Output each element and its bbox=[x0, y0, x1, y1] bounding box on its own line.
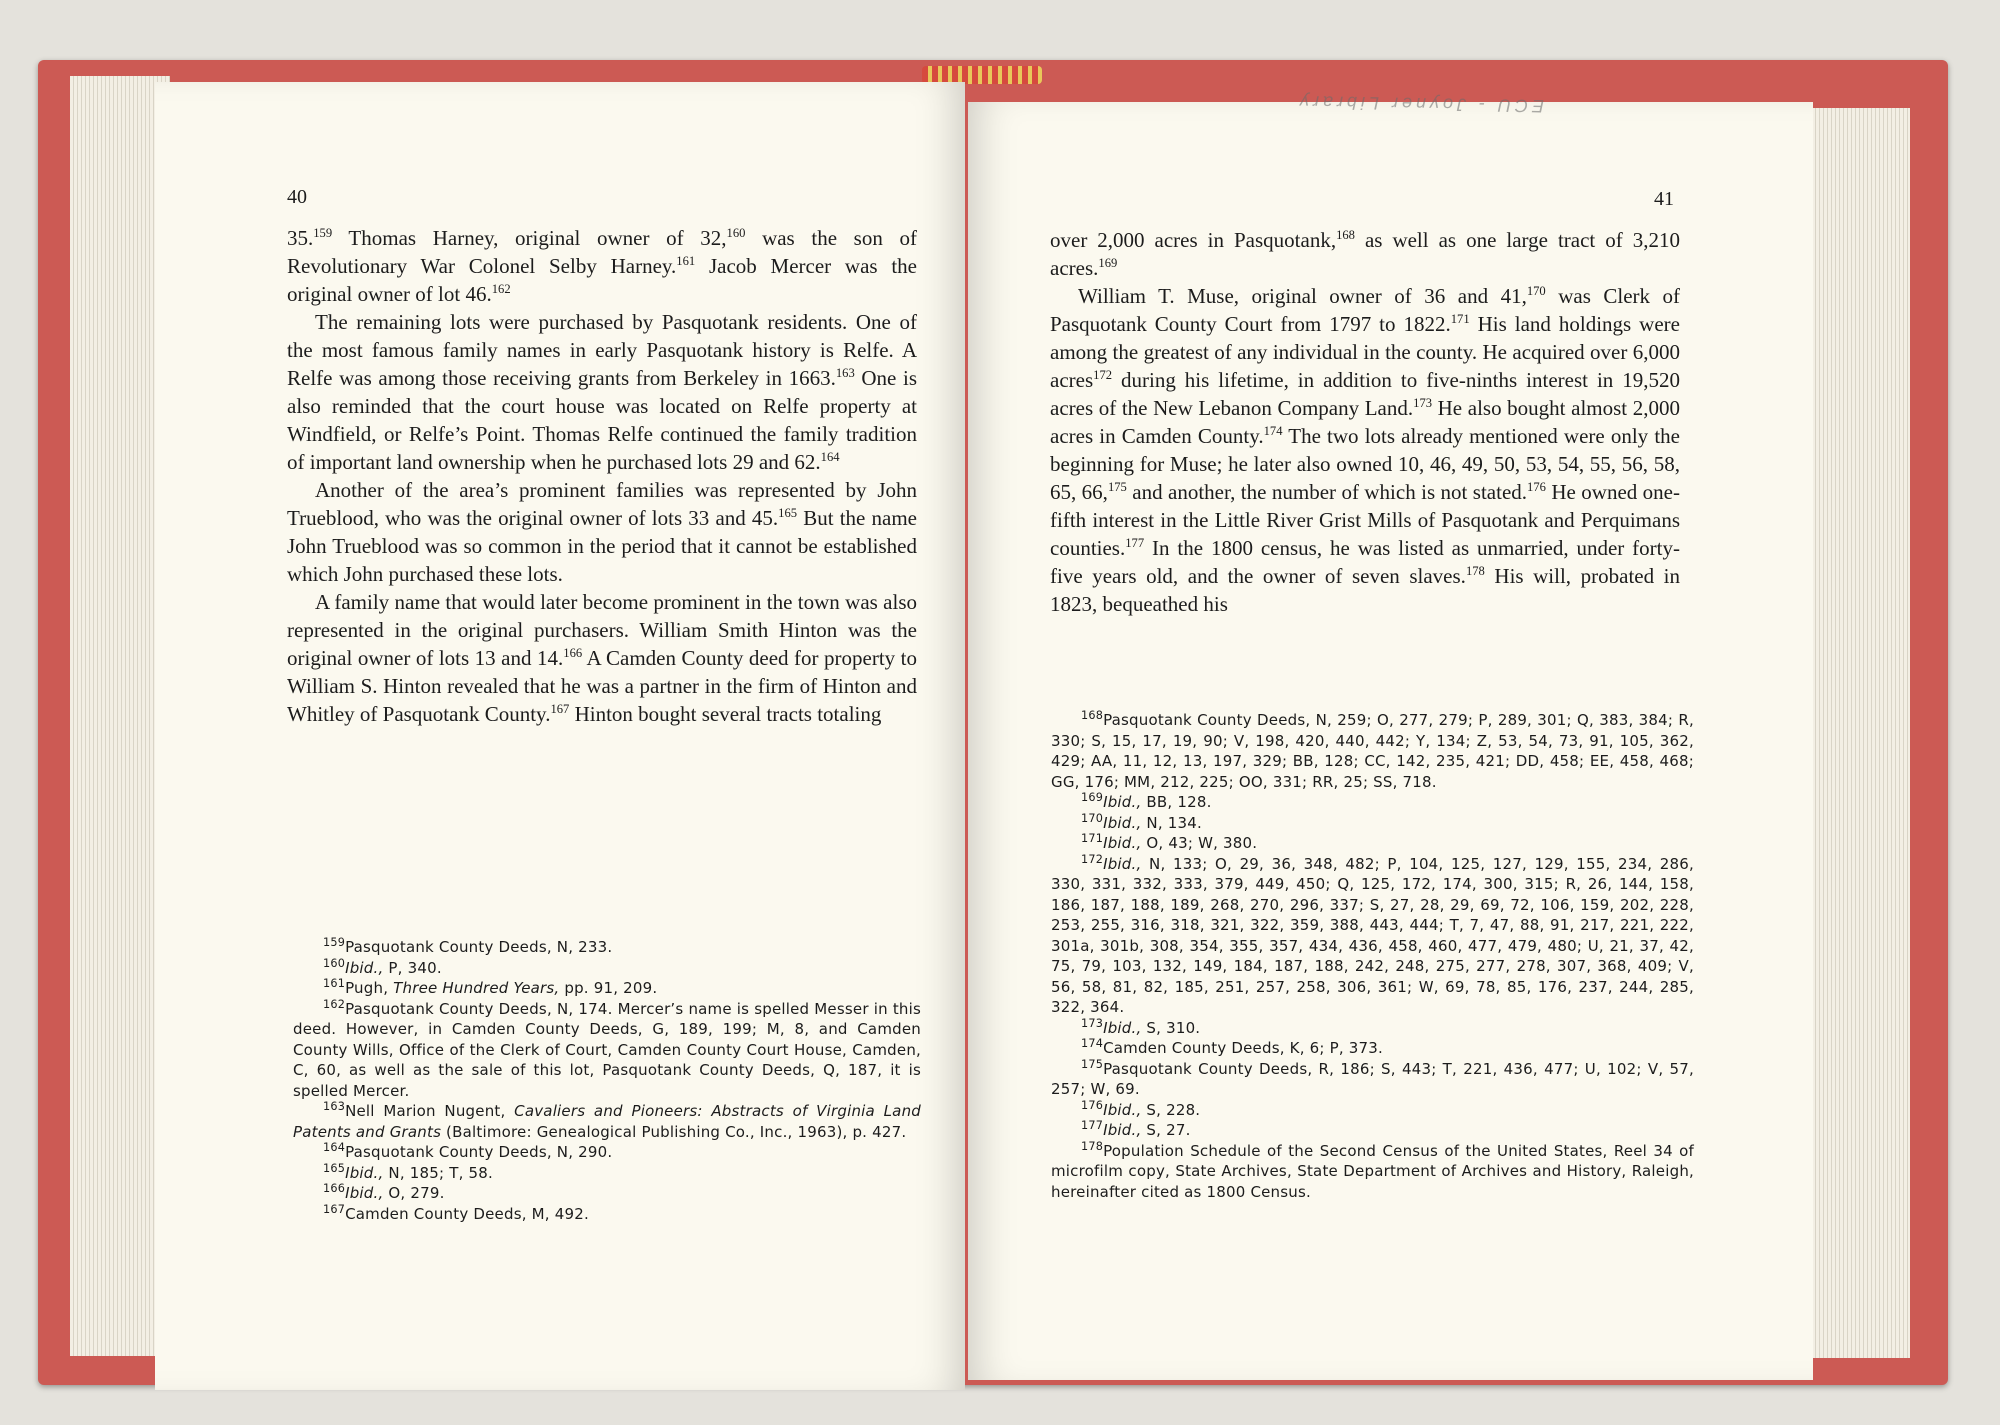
left-page bbox=[155, 82, 965, 1390]
text-run: He also bought almost 2,000 acres in Camden County. bbox=[1050, 396, 1680, 448]
italic-text: Ibid., bbox=[1103, 1100, 1142, 1119]
footnote bbox=[293, 1183, 921, 1204]
footnote-ref: 170 bbox=[1526, 284, 1546, 298]
footnote-ref: 159 bbox=[323, 936, 346, 949]
footnote bbox=[1051, 813, 1694, 834]
italic-text: Three Hundred Years, bbox=[393, 979, 560, 997]
footnote bbox=[1051, 833, 1694, 854]
footnote-ref: 172 bbox=[1081, 852, 1104, 866]
left-body-text bbox=[287, 224, 917, 728]
text-run: and another, the number of which is not stated. bbox=[1126, 480, 1528, 504]
footnote bbox=[1051, 1141, 1694, 1203]
footnote-ref: 159 bbox=[313, 226, 333, 240]
footnote-ref: 164 bbox=[323, 1141, 346, 1154]
text-run: Nell Marion Nugent, bbox=[345, 1102, 515, 1120]
footnote-ref: 176 bbox=[1527, 480, 1546, 494]
page-number-right: 41 bbox=[1654, 188, 1674, 210]
text-run: S, 310. bbox=[1141, 1018, 1201, 1037]
text-run: The two lots already mentioned were only the beginning for Muse; he later also owned 10, 46, 49, 50, 53, 54, 55, 56, 58, 65, 66, bbox=[1050, 424, 1680, 504]
footnote-ref: 162 bbox=[491, 282, 511, 296]
footnote-ref: 165 bbox=[778, 506, 798, 520]
text-run: O, 279. bbox=[383, 1184, 445, 1202]
footnote-ref: 169 bbox=[1098, 256, 1118, 270]
footnote-ref: 164 bbox=[820, 450, 840, 464]
footnote bbox=[293, 1204, 921, 1225]
footnote bbox=[1051, 1018, 1694, 1039]
footnote-ref: 178 bbox=[1465, 564, 1485, 578]
footnote-ref: 174 bbox=[1081, 1037, 1104, 1050]
footnote-ref: 169 bbox=[1081, 791, 1104, 804]
text-run: Camden County Deeds, M, 492. bbox=[345, 1204, 589, 1223]
text-run: S, 27. bbox=[1141, 1121, 1191, 1139]
footnote-ref: 175 bbox=[1107, 480, 1127, 494]
footnote-ref: 168 bbox=[1081, 709, 1104, 722]
footnote bbox=[293, 978, 921, 999]
text-run: over 2,000 acres in Pasquotank, bbox=[1050, 228, 1337, 252]
text-run: Hinton bought several tracts totaling bbox=[569, 702, 882, 726]
text-run: BB, 128. bbox=[1141, 793, 1212, 811]
text-run: was the son of Revolutionary War Colonel Selby Harney. bbox=[287, 226, 917, 278]
footnote bbox=[293, 1101, 921, 1142]
text-run: Pasquotank County Deeds, N, 259; O, 277, 279; P, 289, 301; Q, 383, 384; R, 330; S, 15, 17, 19, 90; V, 198, 420, 440, 442; Y, 134; Z, 53, 54, 73, 91, 105, 362, 429; AA, 11, 12, 13, 197, 329; BB, 128; CC, 142, 235, 421; DD, 458; EE, 458, 468; GG, 176; MM, 212, 225; OO, 331; RR, 25; SS, 718. bbox=[1051, 711, 1694, 791]
footnote-ref: 161 bbox=[676, 254, 696, 268]
text-run: Another of the area’s prominent families was represented by John Trueblood, who was the original owner of lots 33 and 45. bbox=[287, 478, 917, 530]
text-run: He owned one-fifth interest in the Little River Grist Mills of Pasquotank and Perquimans counties. bbox=[1050, 480, 1680, 560]
footnote-ref: 177 bbox=[1081, 1119, 1104, 1132]
footnote bbox=[1051, 1038, 1694, 1059]
footnote bbox=[1051, 1120, 1694, 1141]
text-run: In the 1800 census, he was listed as unmarried, under forty-five years old, and the owner of seven slaves. bbox=[1050, 536, 1680, 588]
text-run: N, 133; O, 29, 36, 348, 482; P, 104, 125, 127, 129, 155, 234, 286, 330, 331, 332, 333, 379, 449, 450; Q, 125, 172, 174, 300, 315; R, 26, 144, 158, 186, 187, 188, 189, 268, 270, 296, 337; S, 27, 28, 29, 69, 72, 106, 159, 202, 228, 253, 255, 316, 318, 321, 322, 359, 388, 443, 444; T, 7, 47, 88, 91, 217, 221, 222, 301a, 301b, 308, 354, 355, 357, 434, 436, 458, 460, 477, 479, 480; U, 21, 37, 42, 75, 79, 103, 132, 149, 184, 187, 188, 242, 248, 275, 277, 278, 307, 368, 409; V, 56, 58, 81, 82, 185, 251, 257, 258, 306, 361; W, 69, 78, 85, 176, 237, 244, 285, 322, 364. bbox=[1051, 854, 1694, 1016]
footnote-ref: 176 bbox=[1081, 1098, 1104, 1112]
footnote bbox=[293, 1163, 921, 1184]
left-footnotes bbox=[293, 937, 921, 1224]
footnote bbox=[1051, 1100, 1694, 1121]
paragraph bbox=[287, 588, 917, 728]
paragraph bbox=[287, 224, 917, 308]
footnote-ref: 166 bbox=[563, 646, 583, 660]
footnote bbox=[293, 958, 921, 979]
library-stamp: ECU - Joyner Library bbox=[1295, 91, 1545, 117]
paragraph bbox=[287, 308, 917, 476]
footnote bbox=[1051, 792, 1694, 813]
footnote-ref: 172 bbox=[1093, 368, 1113, 382]
italic-text: Ibid., bbox=[1103, 793, 1142, 811]
text-run: A family name that would later become prominent in the town was also represented in the original purchasers. William Smith Hinton was the original owner of lots 13 and 14. bbox=[287, 590, 917, 670]
text-run: (Baltimore: Genealogical Publishing Co., Inc., 1963), p. 427. bbox=[441, 1122, 907, 1141]
text-run: Pugh, bbox=[345, 979, 394, 997]
italic-text: Ibid., bbox=[1103, 1121, 1142, 1139]
text-run: The remaining lots were purchased by Pasquotank residents. One of the most famous family names in early Pasquotank history is Relfe. A Relfe was among those receiving grants from Berkeley in 1663. bbox=[287, 310, 917, 390]
text-run: A Camden County deed for property to William S. Hinton revealed that he was a partner in the firm of Hinton and Whitley of Pasquotank County. bbox=[287, 646, 917, 726]
text-run: was Clerk of Pasquotank County Court from 1797 to 1822. bbox=[1050, 284, 1681, 336]
footnote bbox=[1051, 854, 1694, 1018]
right-body-text bbox=[1050, 226, 1680, 618]
italic-text: Ibid., bbox=[345, 1184, 384, 1202]
footnote-ref: 163 bbox=[835, 366, 855, 380]
footnote-ref: 168 bbox=[1336, 228, 1355, 242]
footnote bbox=[1051, 710, 1694, 792]
footnote-ref: 178 bbox=[1081, 1139, 1104, 1153]
text-run: Camden County Deeds, K, 6; P, 373. bbox=[1103, 1039, 1383, 1057]
footnote-ref: 175 bbox=[1081, 1057, 1104, 1071]
text-run: O, 43; W, 380. bbox=[1141, 834, 1258, 852]
footnote-ref: 166 bbox=[323, 1182, 346, 1195]
footnote bbox=[1051, 1059, 1694, 1100]
text-run: Pasquotank County Deeds, N, 174. Mercer’s name is spelled Messer in this deed. However, in Camden County Deeds, G, 189, 199; M, 8, and Camden County Wills, Office of the Clerk of Court, Camden County Court House, Camden, C, 60, as well as the sale of this lot, Pasquotank County Deeds, Q, 187, it is spelled Mercer. bbox=[293, 999, 921, 1100]
right-footnotes bbox=[1051, 710, 1694, 1202]
footnote-ref: 167 bbox=[323, 1202, 346, 1216]
italic-text: Ibid., bbox=[1103, 834, 1142, 852]
footnote-ref: 173 bbox=[1413, 396, 1433, 410]
text-run: One is also reminded that the court house was located on Relfe property at Windfield, or Relfe’s Point. Thomas Relfe continued the family tradition of important land ownership when he purchased lots 29 and 62. bbox=[287, 366, 918, 474]
italic-text: Ibid., bbox=[345, 958, 384, 977]
page-number-left: 40 bbox=[287, 186, 307, 208]
italic-text: Ibid., bbox=[1103, 1018, 1142, 1037]
text-run: as well as one large tract of 3,210 acres. bbox=[1050, 228, 1680, 280]
text-run: His will, probated in 1823, bequeathed his bbox=[1050, 564, 1680, 616]
text-run: Pasquotank County Deeds, R, 186; S, 443; T, 221, 436, 477; U, 102; V, 57, 257; W, 69. bbox=[1051, 1059, 1694, 1098]
text-run: His land holdings were among the greatest of any individual in the county. He acquired over 6,000 acres bbox=[1050, 312, 1680, 392]
italic-text: Cavaliers and Pioneers: Abstracts of Virginia Land Patents and Grants bbox=[293, 1102, 922, 1141]
footnote-ref: 163 bbox=[323, 1100, 346, 1113]
italic-text: Ibid., bbox=[345, 1163, 384, 1182]
italic-text: Ibid., bbox=[1103, 854, 1142, 873]
footnote-ref: 171 bbox=[1081, 832, 1104, 845]
footnote-ref: 162 bbox=[323, 997, 346, 1011]
paragraph bbox=[1050, 226, 1680, 282]
footnote-ref: 160 bbox=[726, 226, 746, 240]
text-run: Pasquotank County Deeds, N, 290. bbox=[345, 1143, 613, 1161]
text-run: N, 185; T, 58. bbox=[383, 1163, 493, 1182]
right-page bbox=[968, 102, 1813, 1380]
footnote-ref: 177 bbox=[1125, 536, 1145, 550]
footnote-ref: 170 bbox=[1081, 811, 1104, 825]
footnote-ref: 173 bbox=[1081, 1016, 1104, 1030]
footnote-ref: 171 bbox=[1450, 312, 1470, 326]
text-run: P, 340. bbox=[383, 958, 442, 977]
footnote bbox=[293, 937, 921, 958]
footnote-ref: 174 bbox=[1263, 424, 1283, 438]
footnote-ref: 165 bbox=[323, 1161, 346, 1175]
text-run: pp. 91, 209. bbox=[559, 979, 658, 997]
text-run: during his lifetime, in addition to five-ninths interest in 19,520 acres of the New Lebanon Company Land. bbox=[1050, 368, 1680, 420]
text-run: Thomas Harney, original owner of 32, bbox=[332, 226, 727, 250]
paragraph bbox=[1050, 282, 1680, 618]
footnote-ref: 167 bbox=[550, 702, 570, 716]
footnote bbox=[293, 999, 921, 1102]
italic-text: Ibid., bbox=[1103, 813, 1142, 832]
page-edges-right bbox=[1800, 108, 1910, 1358]
footnote bbox=[293, 1142, 921, 1163]
text-run: But the name John Trueblood was so common in the period that it cannot be established which John purchased these lots. bbox=[287, 506, 917, 586]
text-run: William T. Muse, original owner of 36 and 41, bbox=[1078, 284, 1527, 308]
text-run: S, 228. bbox=[1141, 1100, 1201, 1119]
text-run: 35. bbox=[287, 226, 314, 250]
text-run: Pasquotank County Deeds, N, 233. bbox=[345, 938, 613, 956]
text-run: N, 134. bbox=[1141, 813, 1202, 832]
text-run: Population Schedule of the Second Census of the United States, Reel 34 of microfilm copy, State Archives, State Department of Archives and History, Raleigh, hereinafter cited as 1800 Census. bbox=[1051, 1141, 1694, 1201]
footnote-ref: 161 bbox=[323, 977, 346, 990]
text-run: Jacob Mercer was the original owner of lot 46. bbox=[287, 254, 917, 306]
paragraph bbox=[287, 476, 917, 588]
footnote-ref: 160 bbox=[323, 956, 346, 970]
